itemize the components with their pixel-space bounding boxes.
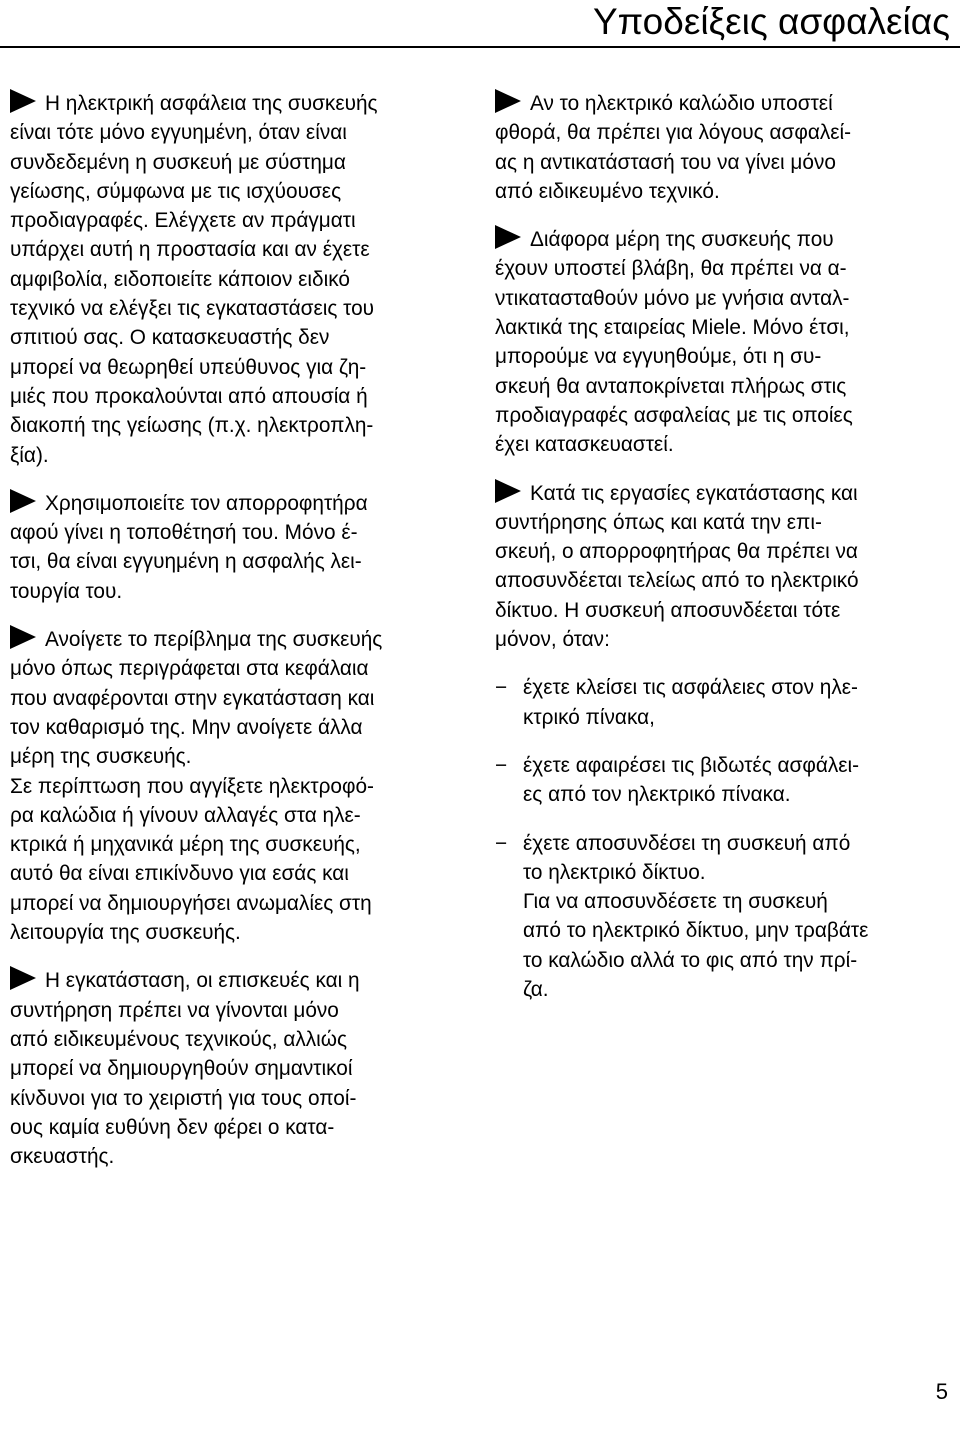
page-number: 5 xyxy=(935,1379,948,1404)
safety-note-continuation: Σε περίπτωση που αγγίξετε ηλεκτροφό- ρα καλώδια ή γίνουν αλλαγές στα ηλε- κτρικά ή μηχανικά μέρη της συσκευής, αυτό θα είναι επικίνδυνο για εσάς και μπορεί να δημιουργήσει ανωμαλίες στη λειτουργία της συσκευής. xyxy=(10,774,374,945)
disconnect-conditions-list xyxy=(495,673,950,1004)
triangle-arrow-icon xyxy=(10,625,36,649)
safety-note-qualified-technicians xyxy=(10,966,472,1171)
list-item-text: έχετε αφαιρέσει τις βιδωτές ασφάλει- ες από τον ηλεκτρικό πίνακα. xyxy=(523,753,860,807)
safety-note-text: Αν το ηλεκτρικό καλώδιο υποστεί φθορά, θα πρέπει για λόγους ασφαλεί- ας η αντικατάστασή του να γίνει μόνο από ειδικευμένο τεχνικό. xyxy=(495,92,852,203)
list-item-text: έχετε αποσυνδέσει τη συσκευή από το ηλεκτρικό δίκτυο. Για να αποσυνδέσετε τη συσκευή από το ηλεκτρικό δίκτυο, μην τραβάτε το καλώδιο αλλά το φις από την πρί- ζα. xyxy=(523,831,869,1002)
list-item xyxy=(495,673,950,732)
safety-note-genuine-parts xyxy=(495,225,950,459)
safety-note-electrical-grounding xyxy=(10,89,472,470)
list-item xyxy=(495,751,950,810)
dash-icon: − xyxy=(495,753,508,777)
safety-note-text: Ανοίγετε το περίβλημα της συσκευής μόνο όπως περιγράφεται στα κεφάλαια που αναφέρονται στην εγκατάσταση και τον καθαρισμό της. Μην ανοίγετε άλλα μέρη της συσκευής. xyxy=(10,628,383,769)
list-item-text: έχετε κλείσει τις ασφάλειες στον ηλε- κτρικό πίνακα, xyxy=(523,676,858,729)
triangle-arrow-icon xyxy=(10,966,36,990)
triangle-arrow-icon xyxy=(495,89,521,113)
safety-note-text: Κατά τις εργασίες εγκατάστασης και συντήρησης όπως και κατά την επι- σκευή, ο απορροφητήρας θα πρέπει να αποσυνδέεται τελείως από το ηλεκτρικό δίκτυο. Η συσκευή αποσυνδέεται τότε μόνον, όταν: xyxy=(495,481,859,652)
safety-note-open-housing xyxy=(10,625,472,771)
list-item xyxy=(495,829,950,1005)
safety-note-text: Η ηλεκτρική ασφάλεια της συσκευής είναι τότε μόνο εγγυημένη, όταν είναι συνδεδεμένη η συσκευή με σύστημα γείωσης, σύμφωνα με τις ισχύουσες προδιαγραφές. Ελέγχετε αν πράγματι υπάρχει αυτή η προστασία και αν έχετε αμφιβολία, ειδοποιείτε κάποιον ειδικό τεχνικό να ελέγξει τις εγκαταστάσεις του σπιτιού σας. Ο κατασκευαστής δεν μπορεί να θεωρηθεί υπεύθυνος για ζη- μιές που προκαλούνται από απουσία ή διακοπή της γείωσης (π.χ. ηλεκτροπλη- ξία). xyxy=(10,92,378,467)
right-column xyxy=(495,89,950,1023)
triangle-arrow-icon xyxy=(495,479,521,503)
header-divider xyxy=(0,46,960,48)
triangle-arrow-icon xyxy=(495,225,521,249)
triangle-arrow-icon xyxy=(10,489,36,513)
safety-note-disconnect-power xyxy=(495,479,950,655)
safety-note-text: Η εγκατάσταση, οι επισκευές και η συντήρηση πρέπει να γίνονται μόνο από ειδικευμένους τεχνικούς, αλλιώς μπορεί να δημιουργηθούν σημαντικοί κίνδυνοι για το χειριστή για τους οποί- ους καμία ευθύνη δεν φέρει ο κατα- σκευαστής. xyxy=(10,969,360,1169)
dash-icon: − xyxy=(495,676,508,700)
triangle-arrow-icon xyxy=(10,89,36,113)
safety-note-use-after-installation xyxy=(10,489,472,606)
page-title: Υποδείξεις ασφαλείας xyxy=(592,1,950,42)
safety-note-power-cord xyxy=(495,89,950,206)
dash-icon: − xyxy=(495,831,508,855)
safety-note-text: Διάφορα μέρη της συσκευής που έχουν υποστεί βλάβη, θα πρέπει να α- ντικατασταθούν μόνο με γνήσια ανταλ- λακτικά της εταιρείας Miele. Μόνο έτσι, μπορούμε να εγγυηθούμε, ότι η συ- σκευή θα ανταποκρίνεται πλήρως στις προδιαγραφές ασφαλείας με τις οποίες έχει κατασκευαστεί. xyxy=(495,228,853,457)
left-column xyxy=(10,89,472,1190)
safety-note-text: Χρησιμοποιείτε τον απορροφητήρα αφού γίνει η τοποθέτησή του. Μόνο έ- τσι, θα είναι εγγυημένη η ασφαλής λει- τουργία του. xyxy=(10,491,368,603)
